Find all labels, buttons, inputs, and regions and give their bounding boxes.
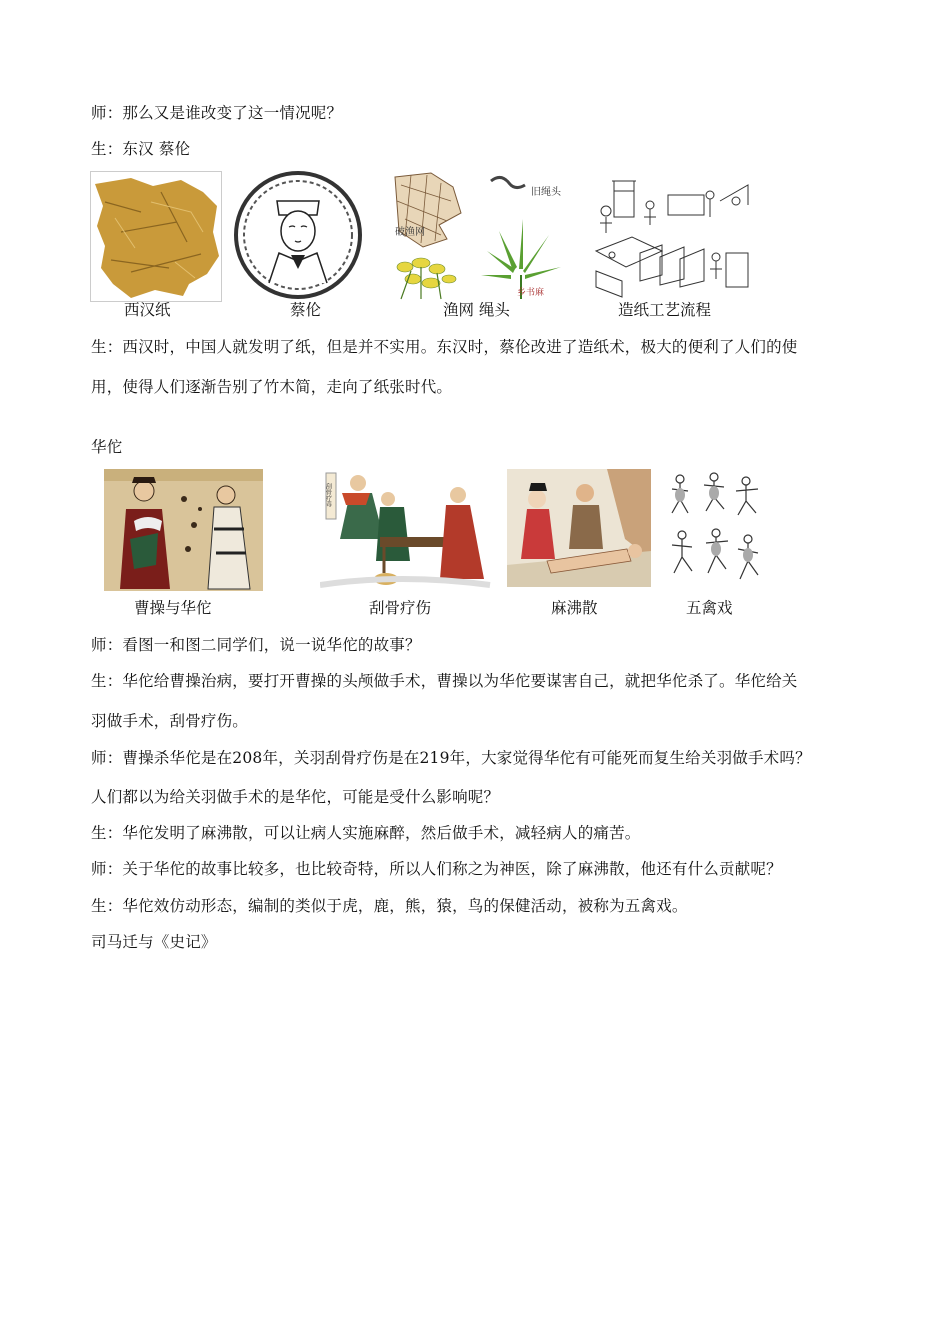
- dialogue-line: 师：曹操杀华佗是在208年，关羽刮骨疗伤是在219年，大家觉得华佗有可能死而复生给关羽做手术吗？: [91, 749, 811, 767]
- hemp-label: 乡书麻: [517, 288, 545, 298]
- dialogue-line: 用，使得人们逐渐告别了竹木简，走向了纸张时代。: [91, 378, 453, 396]
- caption-net-rope: 渔网 绳头: [443, 301, 510, 319]
- book-title-label: 刮骨疗毒: [324, 483, 332, 507]
- western-han-paper-image: [90, 171, 222, 302]
- dialogue-line: 师：看图一和图二同学们，说一说华佗的故事？: [91, 636, 421, 654]
- caption-mafeisan: 麻沸散: [551, 599, 598, 617]
- five-animal-exercise-image: [666, 469, 762, 587]
- dialogue-line: 生：华佗效仿动形态，编制的类似于虎，鹿，熊，猿，鸟的保健活动，被称为五禽戏。: [91, 897, 688, 915]
- dialogue-line: 师：关于华佗的故事比较多，也比较奇特，所以人们称之为神医，除了麻沸散，他还有什么贡献呢？: [91, 860, 782, 878]
- bone-scraping-image: [320, 469, 492, 591]
- caption-five-animal-exercise: 五禽戏: [686, 599, 733, 617]
- rope-label: 旧绳头: [531, 187, 561, 198]
- cao-cao-hua-tuo-image: [104, 469, 263, 591]
- dialogue-line: 生：华佗给曹操治病，要打开曹操的头颅做手术，曹操以为华佗要谋害自己，就把华佗杀了。华佗给关: [91, 672, 798, 690]
- dialogue-line: 羽做手术，刮骨疗伤。: [91, 712, 249, 730]
- dialogue-line: 师：那么又是谁改变了这一情况呢？: [91, 104, 343, 122]
- caption-cao-cao-hua-tuo: 曹操与华佗: [134, 599, 212, 617]
- net-label: 破渔网: [395, 227, 425, 238]
- caption-western-han-paper: 西汉纸: [124, 301, 171, 319]
- fishing-net-rope-image: [391, 171, 566, 300]
- dialogue-line: 人们都以为给关羽做手术的是华佗，可能是受什么影响呢？: [91, 788, 500, 806]
- section-heading-hua-tuo: 华佗: [91, 438, 123, 456]
- section-heading-sima-qian: 司马迁与《史记》: [91, 933, 217, 951]
- dialogue-line: 生：东汉 蔡伦: [91, 140, 191, 158]
- mafeisan-anesthesia-image: [507, 469, 651, 587]
- caption-cai-lun: 蔡伦: [290, 301, 322, 319]
- dialogue-line: 生：华佗发明了麻沸散，可以让病人实施麻醉，然后做手术，减轻病人的痛苦。: [91, 824, 641, 842]
- caption-bone-scraping: 刮骨疗伤: [369, 599, 432, 617]
- cai-lun-portrait-image: [233, 171, 363, 300]
- caption-papermaking-process: 造纸工艺流程: [618, 301, 712, 319]
- papermaking-process-image: [592, 171, 752, 300]
- dialogue-line: 生：西汉时，中国人就发明了纸，但是并不实用。东汉时，蔡伦改进了造纸术，极大的便利了人们的使: [91, 338, 798, 356]
